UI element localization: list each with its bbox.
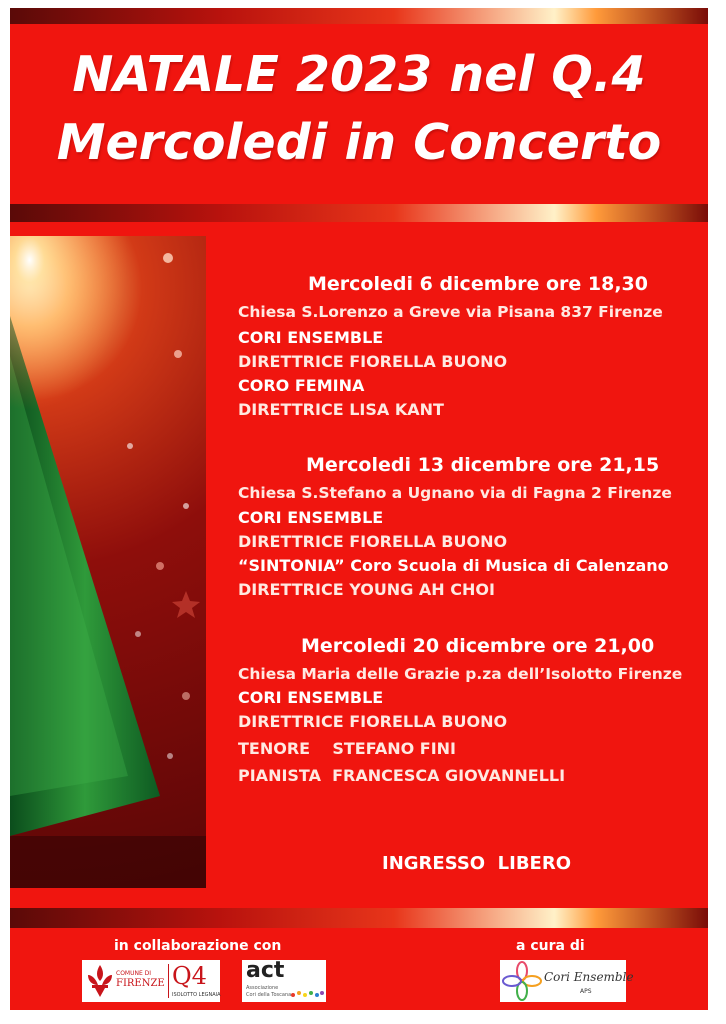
christmas-tree-photo <box>10 236 206 888</box>
q4-logo-sub: ISOLOTTO LEGNAIA <box>172 992 221 998</box>
cori-ensemble-logo <box>500 960 634 1002</box>
firenze-logo-line2: FIRENZE <box>116 978 165 989</box>
logo-divider <box>168 964 169 998</box>
sparkle-band-top <box>10 8 708 24</box>
sparkle-band-bottom <box>10 908 708 928</box>
title-line-1: NATALE 2023 nel Q.4 <box>72 46 646 103</box>
concert-2-date: Mercoledi 13 dicembre ore 21,15 <box>306 454 660 476</box>
flower-logo-icon <box>502 961 542 1001</box>
concert-3-tenor: TENORE STEFANO FINI <box>238 739 456 758</box>
concert-1-performer-2: CORO FEMINA <box>238 376 365 395</box>
act-logo-sub1: Associazione <box>246 985 279 991</box>
cori-logo-sub: APS <box>580 988 592 995</box>
concert-3-director: DIRETTRICE FIORELLA BUONO <box>238 712 508 731</box>
concert-2-performer: CORI ENSEMBLE <box>238 508 384 527</box>
act-logo <box>242 960 326 1002</box>
florence-lily-icon <box>86 963 114 999</box>
sparkle-band-middle <box>10 204 708 222</box>
q4-logo-text: Q4 <box>172 962 207 990</box>
act-logo-name: act <box>246 958 285 983</box>
collaboration-label: in collaborazione con <box>114 938 282 954</box>
concert-2-director: DIRETTRICE FIORELLA BUONO <box>238 532 508 551</box>
concert-1-performer: CORI ENSEMBLE <box>238 328 384 347</box>
concert-2-director-2: DIRETTRICE YOUNG AH CHOI <box>238 580 495 599</box>
concert-1-director: DIRETTRICE FIORELLA BUONO <box>238 352 508 371</box>
concert-3-venue: Chiesa Maria delle Grazie p.za dell’Isolotto Firenze <box>238 665 683 683</box>
concert-2-performer-2: “SINTONIA” Coro Scuola di Musica di Calenzano <box>238 556 669 575</box>
title-line-2: Mercoledi in Concerto <box>56 114 662 171</box>
curated-by-label: a cura di <box>516 938 585 954</box>
concert-1-director-2: DIRETTRICE LISA KANT <box>238 400 444 419</box>
concert-3-pianist: PIANISTA FRANCESCA GIOVANNELLI <box>238 766 566 785</box>
concert-1-venue: Chiesa S.Lorenzo a Greve via Pisana 837 Firenze <box>238 303 663 321</box>
free-entry-notice: INGRESSO LIBERO <box>382 853 571 874</box>
colored-dots-icon <box>290 986 324 1000</box>
comune-firenze-logo <box>82 960 220 1002</box>
christmas-tree-icon <box>10 236 206 888</box>
concert-3-performer: CORI ENSEMBLE <box>238 688 384 707</box>
poster <box>10 8 708 1010</box>
act-logo-sub2: Cori della Toscana <box>246 992 292 998</box>
firenze-logo-line1: COMUNE DI <box>116 970 152 977</box>
cori-logo-name: Cori Ensemble <box>544 970 634 984</box>
concert-2-venue: Chiesa S.Stefano a Ugnano via di Fagna 2 Firenze <box>238 484 672 502</box>
concert-1-date: Mercoledi 6 dicembre ore 18,30 <box>308 273 648 295</box>
concert-3-date: Mercoledi 20 dicembre ore 21,00 <box>301 635 655 657</box>
